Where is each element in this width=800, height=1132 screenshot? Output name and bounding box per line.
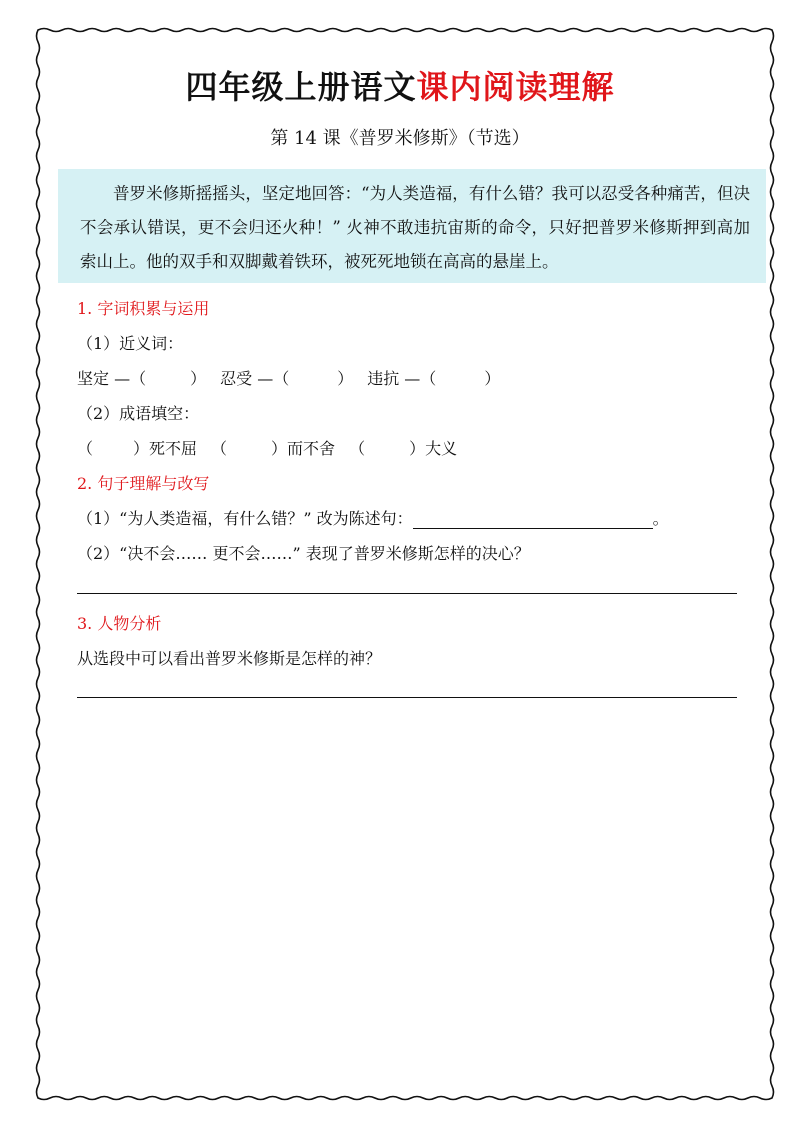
answer-blank[interactable] <box>413 510 653 529</box>
idiom-item: （ ）死不屈 <box>77 439 198 458</box>
title-black-part: 四年级上册语文 <box>185 68 417 106</box>
passage-text: 普罗米修斯摇摇头，坚定地回答：“为人类造福，有什么错？我可以忍受各种痛苦，但决不会承认错误，更不会归还火种！” 火神不敢违抗宙斯的命令，只好把普罗米修斯押到高加索山上。他的双手和双脚戴着铁环，被死死地锁在高高的悬崖上。 <box>80 184 750 271</box>
character-question: 从选段中可以看出普罗米修斯是怎样的神？ <box>77 649 382 668</box>
rewrite-question: （1）“为人类造福，有什么错？” 改为陈述句： 。 <box>77 509 669 528</box>
answer-line[interactable] <box>77 593 737 594</box>
idiom-item: （ ）而不舍 <box>211 439 336 458</box>
resolve-question: （2）“决不会…… 更不会……” 表现了普罗米修斯怎样的决心？ <box>77 544 530 563</box>
page-title <box>0 62 800 108</box>
section1-heading: 1. 字词积累与运用 <box>77 299 210 318</box>
synonym-row <box>77 366 500 389</box>
synonym-label: （1）近义词： <box>77 334 184 353</box>
idiom-item: （ ）大义 <box>349 439 458 458</box>
synonym-item: 坚定 —（ ） <box>77 369 207 388</box>
passage-box <box>58 169 766 283</box>
answer-line[interactable] <box>77 697 737 698</box>
idiom-label: （2）成语填空： <box>77 404 200 423</box>
section2-heading: 2. 句子理解与改写 <box>77 474 210 493</box>
lesson-subtitle: 第 14 课《普罗米修斯》（节选） <box>270 128 530 149</box>
synonym-item: 违抗 —（ ） <box>367 369 501 388</box>
section3-heading: 3. 人物分析 <box>77 614 162 633</box>
synonym-item: 忍受 —（ ） <box>220 369 354 388</box>
title-red-part: 课内阅读理解 <box>416 68 615 106</box>
idiom-row <box>77 436 457 459</box>
